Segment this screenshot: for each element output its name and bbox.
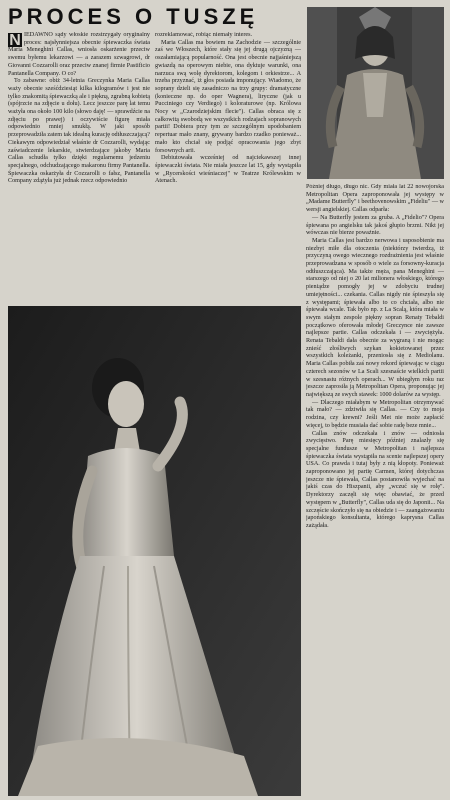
photo-costume-drawing [307,7,444,179]
drop-cap: N [9,32,21,49]
paragraph: Debiutowała wcześniej od najciekawszej innej śpiewaczki świata. Nie miała jeszcze lat 15, gdy wystąpiła w „Rycerskości wieśniaczej" w Teatrze Królewskim w Atenach. [155,155,301,185]
photo-callas-gown [8,306,301,796]
paragraph: — Dlaczego miałabym w Metropolitan otrzymywać tak mało? — zdziwiła się Callas. — Czy to moja rodzina, czy krewni? Jeśli Met nie może zapłacić więcej, to będzie musiała dać sobie radę beze mnie... [306,399,444,429]
paragraph [8,32,150,78]
paragraph: Maria Callas jest bardzo nerwowa i usposobienie ma niezbyt miłe dla otoczenia (niektórzy twierdzą, iż przyczyną owego wiecznego rozdrażnienia jest właśnie przeprowadzana w sposób o wiele za forsowny-kuracja odtłuszczająca). Ma także męża, pana Meneghini — starszego od niej o 20 lat milionera włoskiego, którego pieniądze pomogły jej w zdobyciu trudnej umiejętności... czekania. Callas nigdy nie śpieszyła się z występami; śpiewała albo to co chciała, albo nie śpiewała wcale. Tak było np. z La Scalą, która miała w swym stałym zespole piękny sopran Renaty Tebaldi początkowo oferowała młodej Greczynce nie zawsze najlepsze partie. Callas odczekała i — zwyciężyła. Renata Tebaldi dała obecnie za wygraną i nie mogąc znieść złośliwych szykan kokietowanej przez wszystkich koleżanki, przeniosła się z Mediolanu. Maria Callas pobiła zaś nowy rekord śpiewając w ciągu czterech sezonów w La Scali szesnaście wielkich partii w szesnastu różnych operach... W ubiegłym roku raz jeszcze zaprosiła ją Metropolitan Opera, proponując jej największą ze swych stawek: 1000 dolarów za występ. [306,237,444,398]
article-column-1 [8,32,150,304]
photo-gown-drawing [8,306,301,796]
paragraph: — Na Butterfly jestem za gruba. A „Fidelio"? Opera śpiewana po angielsku tak jakoś głupio brzmi. Nikt jej wówczas nie bierze poważnie. [306,214,444,237]
paragraph-text: IEDAWNO sądy włoskie rozstrzygały oryginalny proces: najsłynniejsza obecnie śpiewaczka świata Maria Meneghini Callas, wniosła oskarżenie przeciw swemu byłemu lekarzowi — a zarazem szwagrowi, dr Giovanni Cozzarolli oraz przeciw znanej firmie Pastificio Pantanella Company. O co? [8,32,150,77]
paragraph: Maria Callas ma bowiem na Zachodzie — szczególnie zaś we Włoszech, które stały się jej drugą ojczyzną — oszałamiającą popularność. Ona jest obecnie najjaśniejszą gwiazdą na operowym niebie, ona dyktuje warunki, ona narzuca swą wolę dyrektorom, kolegom i orkiestrze... A trzeba przyznać, iż głos posiada imponujący. Wiadomo, że soprany dzieli się zasadniczo na trzy grupy: dramatyczne (konieczne np. do oper Wagnera), liryczne (jak u Pucciniego czy Verdiego) i koloraturowe (np. Królowa Nocy w „Czarodziejskim flecie"). Callas obraca się z całkowitą swobodą we wszystkich rodzajach sopranowych partii! Dobiera przy tym ze szczególnym upodobaniem repertuar mało znany, grywany bardzo rzadko ponieważ... mało kto chciał się podjąć opracowania jego zbyt forsownych arii. [155,39,301,154]
paragraph: To zabawne: obiż 34-letnia Greczynka Maria Callas waży obecnie sześćdziesiąt kilka kilogramów i jest nie tylko znakomitą śpiewaczką ale i piękną, zgrabną kobietą (spójrzcie na zdjęcie u dołu). Lecz jeszcze parę lat temu ważyła ona około 100 kilo (słowo daję! — sprawdźcie na zdjęciu po prawej) i oczywiście figurę miała odpowiednio mniej smukłą. W jaki sposób przeprowadziła zatem tak idealną kurację odtłuszczającą? Ciekawym odpowiedział właśnie dr Cozzarolli, wydając zaświadczenie lekarskie, stwierdzające jakoby Maria Callas schudła tylko dzięki regularnemu jedzeniu specjalnego, odchudzającego makaronu firmy Pantanella. Śpiewaczka oskarżyła dr Cozzarolli o fałsz, Pantanella Company zdążyła już jednak rzecz odpowiednio [8,78,150,185]
paragraph: Callas znów odczekała i znów — odniosła zwycięstwo. Parę miesięcy później znalazły się specjalne fundusze w Metropolitan i najlepsza śpiewaczka świata wystąpiła na scenie najlepszej opery USA. Co prawda i tutaj były z nią kłopoty. Ponieważ zaproponowano jej partię Carmen, której dotychczas jeszcze nie śpiewała, Callas postanowiła wyjechać na jakiś czas do Hiszpanii, aby „wczuć się w rolę". Dyrektorzy zaczęli się więc obawiać, że przed występem w „Butterfly", Callas uda się do Japonii... Na szczęście skończyło się na obiedzie i — zaangażowaniu japońskiego konsultanta, którego kaprysna Callas zażądała. [306,430,444,529]
article-column-3 [306,184,444,796]
photo-callas-costume [307,7,444,179]
article-headline: PROCES O TUSZĘ [8,4,259,29]
paragraph: rozreklamować, robiąc niemały interes. [155,32,253,38]
paragraph: Później długo, długo nic. Gdy miała lat 22 nowojorska Metropolitan Opera zaproponowała jej występy w „Madame Butterfly" i beethovenowskim „Fideliu" — w wersji angielskiej. Callas odparła: [306,184,444,214]
article-column-2 [155,32,301,304]
